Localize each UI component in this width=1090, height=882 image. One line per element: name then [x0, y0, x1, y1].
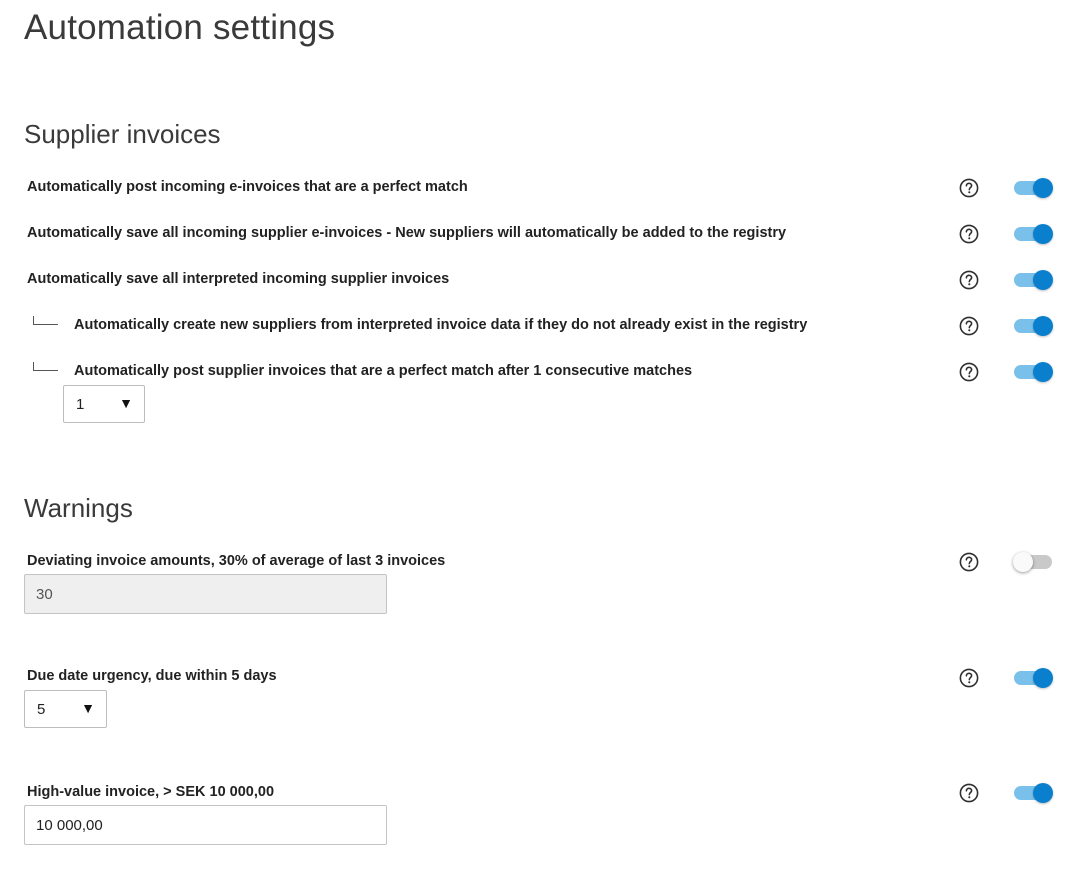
toggle-save-interpreted-invoices[interactable]	[1013, 268, 1053, 292]
caret-down-icon: ▼	[119, 395, 133, 411]
toggle-post-after-consecutive-matches[interactable]	[1013, 360, 1053, 384]
select-value: 5	[37, 701, 46, 718]
toggle-high-value-invoice[interactable]	[1013, 781, 1053, 805]
help-icon[interactable]	[959, 552, 979, 572]
toggle-thumb	[1033, 362, 1053, 382]
help-icon[interactable]	[959, 224, 979, 244]
high-value-amount-input[interactable]	[24, 805, 387, 845]
toggle-save-supplier-e-invoices[interactable]	[1013, 222, 1053, 246]
tree-connector	[33, 316, 58, 325]
deviating-percent-input[interactable]	[24, 574, 387, 614]
caret-down-icon: ▼	[81, 700, 95, 716]
toggle-thumb	[1013, 552, 1033, 572]
select-value: 1	[76, 396, 85, 413]
toggle-due-date-urgency[interactable]	[1013, 666, 1053, 690]
consecutive-matches-select[interactable]	[63, 385, 145, 423]
setting-label-save-interpreted-invoices: Automatically save all interpreted incoming supplier invoices	[27, 271, 450, 287]
toggle-post-perfect-match[interactable]	[1013, 176, 1053, 200]
toggle-thumb	[1033, 178, 1053, 198]
section-title-warnings: Warnings	[24, 493, 133, 523]
help-icon[interactable]	[959, 783, 979, 803]
toggle-thumb	[1033, 270, 1053, 290]
help-icon[interactable]	[959, 178, 979, 198]
due-days-select[interactable]	[24, 690, 107, 728]
section-title-supplier-invoices: Supplier invoices	[24, 119, 221, 149]
setting-label-post-perfect-match: Automatically post incoming e-invoices that are a perfect match	[27, 179, 468, 195]
toggle-deviating-amounts[interactable]	[1013, 550, 1053, 574]
help-icon[interactable]	[959, 270, 979, 290]
setting-label-due-date-urgency: Due date urgency, due within 5 days	[27, 668, 277, 684]
setting-label-save-supplier-e-invoices: Automatically save all incoming supplier e-invoices - New suppliers will automatically be added to the registry	[27, 225, 787, 241]
setting-label-high-value-invoice: High-value invoice, > SEK 10 000,00	[27, 784, 275, 800]
page-title: Automation settings	[24, 8, 336, 47]
toggle-thumb	[1033, 316, 1053, 336]
toggle-thumb	[1033, 668, 1053, 688]
toggle-thumb	[1033, 224, 1053, 244]
help-icon[interactable]	[959, 316, 979, 336]
help-icon[interactable]	[959, 668, 979, 688]
setting-label-create-new-suppliers: Automatically create new suppliers from interpreted invoice data if they do not already exist in the registry	[74, 317, 808, 333]
setting-label-post-after-consecutive-matches: Automatically post supplier invoices that are a perfect match after 1 consecutive matches	[74, 363, 693, 379]
tree-connector	[33, 362, 58, 371]
setting-label-deviating-amounts: Deviating invoice amounts, 30% of average of last 3 invoices	[27, 553, 446, 569]
toggle-create-new-suppliers[interactable]	[1013, 314, 1053, 338]
toggle-thumb	[1033, 783, 1053, 803]
help-icon[interactable]	[959, 362, 979, 382]
